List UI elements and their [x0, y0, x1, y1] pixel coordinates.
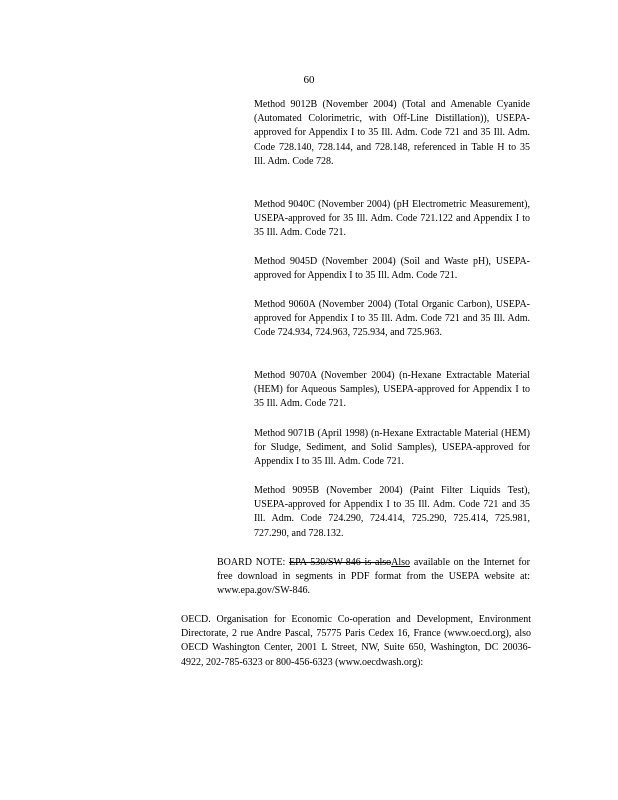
oecd-reference-entry: OECD. Organisation for Economic Co-operation and Development, Environment Directorate, 2 rue Andre Pascal, 75775 Paris Cedex 16, France (www.oecd.org), also OECD Washington Center, 2001 L Street, NW, Suite 650, Washington, DC 20036-4922, 202-785-6323 or 800-456-6323 (www.oecdwash.org):: [181, 614, 531, 668]
method-9095b-entry: Method 9095B (November 2004) (Paint Filter Liquids Test), USEPA-approved for Appendix I to 35 Ill. Adm. Code 721 and 35 Ill. Adm. Code 724.290, 724.414, 725.290, 725.414, 725.981, 727.290, and 728.132.: [254, 485, 530, 539]
board-note: [217, 556, 530, 599]
board-note-deleted-text: EPA 530/SW-846 is also: [289, 557, 392, 568]
board-note-label: BOARD NOTE:: [217, 557, 286, 568]
board-note-inserted-text: Also: [391, 557, 411, 568]
method-9040c-entry: Method 9040C (November 2004) (pH Electrometric Measurement), USEPA-approved for 35 Ill. Adm. Code 721.122 and Appendix I to 35 Ill. Adm. Code 721.: [254, 199, 530, 239]
method-9045d-entry: Method 9045D (November 2004) (Soil and Waste pH), USEPA-approved for Appendix I to 35 Ill. Adm. Code 721.: [254, 256, 530, 282]
page-number: 60: [303, 74, 315, 86]
board-note-text: available on the Internet for free download in segments in PDF format from the USEPA website at: www.epa.gov/SW-846.: [217, 557, 530, 597]
method-9060a-entry: Method 9060A (November 2004) (Total Organic Carbon), USEPA-approved for Appendix I to 35 Ill. Adm. Code 721 and 35 Ill. Adm. Code 724.934, 724.963, 725.934, and 725.963.: [254, 299, 530, 339]
method-9012b-entry: Method 9012B (November 2004) (Total and Amenable Cyanide (Automated Colorimetric, with Off-Line Distillation)), USEPA-approved for Appendix I to 35 Ill. Adm. Code 721 and 35 Ill. Adm. Code 728.140, 728.144, and 728.148, referenced in Table H to 35 Ill. Adm. Code 728.: [254, 99, 530, 167]
method-9071b-entry: Method 9071B (April 1998) (n-Hexane Extractable Material (HEM) for Sludge, Sediment, and Solid Samples), USEPA-approved for Appendix I to 35 Ill. Adm. Code 721.: [254, 428, 530, 468]
method-9070a-entry: Method 9070A (November 2004) (n-Hexane Extractable Material (HEM) for Aqueous Samples), USEPA-approved for Appendix I to 35 Ill. Adm. Code 721.: [254, 370, 530, 410]
